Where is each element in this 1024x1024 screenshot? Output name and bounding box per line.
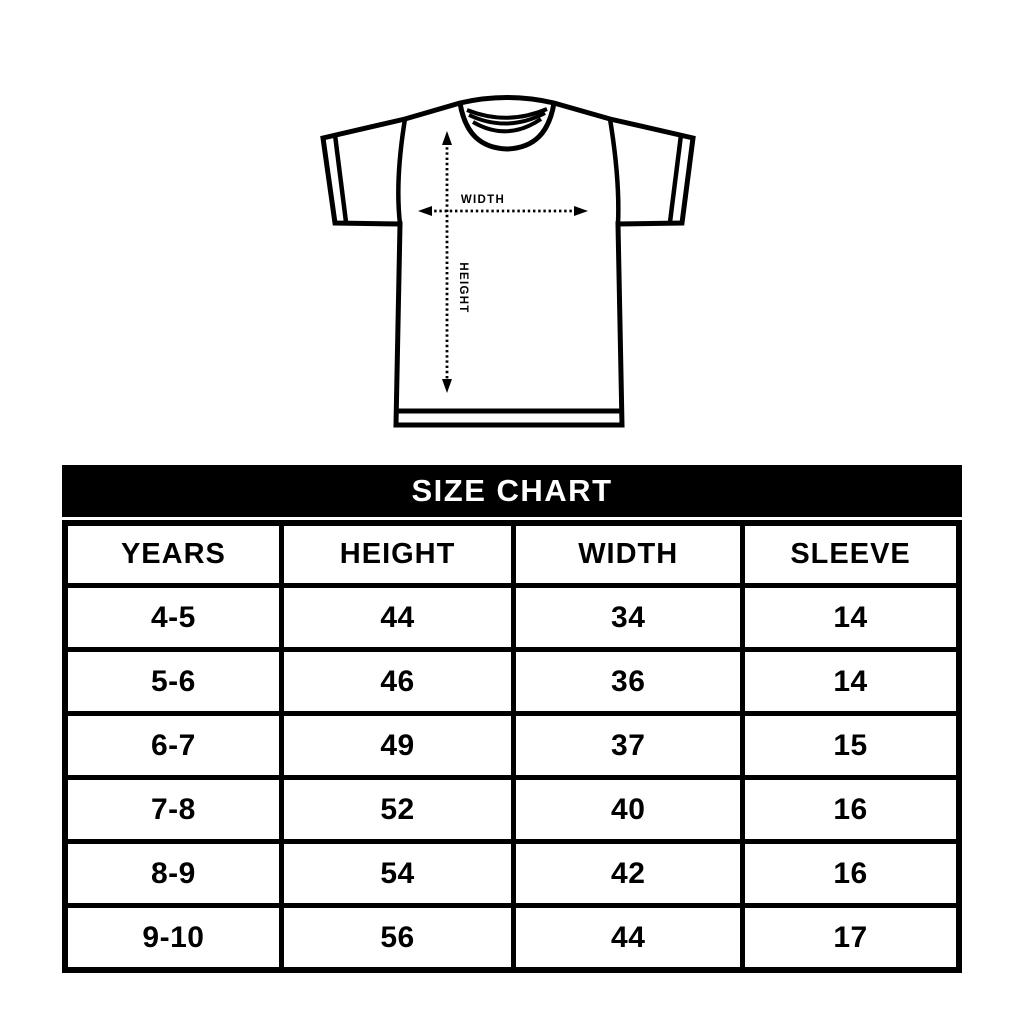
table-row xyxy=(65,586,959,650)
cell-years: 9-10 xyxy=(65,906,281,971)
table-row xyxy=(65,714,959,778)
cell-width: 36 xyxy=(514,650,743,714)
cell-height: 46 xyxy=(281,650,513,714)
table-row xyxy=(65,842,959,906)
cell-width: 44 xyxy=(514,906,743,971)
size-chart-table xyxy=(62,520,962,973)
cell-width: 42 xyxy=(514,842,743,906)
cell-height: 52 xyxy=(281,778,513,842)
cell-sleeve: 15 xyxy=(743,714,959,778)
table-row xyxy=(65,778,959,842)
column-header-width: WIDTH xyxy=(514,523,743,586)
column-header-years: YEARS xyxy=(65,523,281,586)
tshirt-svg xyxy=(310,85,700,435)
table-row xyxy=(65,906,959,971)
table-row xyxy=(65,650,959,714)
cell-sleeve: 17 xyxy=(743,906,959,971)
cell-years: 6-7 xyxy=(65,714,281,778)
cell-years: 7-8 xyxy=(65,778,281,842)
cell-years: 8-9 xyxy=(65,842,281,906)
cell-sleeve: 16 xyxy=(743,778,959,842)
cell-sleeve: 16 xyxy=(743,842,959,906)
size-chart-section xyxy=(62,465,962,973)
cell-height: 56 xyxy=(281,906,513,971)
cell-sleeve: 14 xyxy=(743,650,959,714)
cell-height: 49 xyxy=(281,714,513,778)
width-arrow-label: WIDTH xyxy=(460,194,506,206)
cell-years: 4-5 xyxy=(65,586,281,650)
cell-width: 40 xyxy=(514,778,743,842)
cell-height: 54 xyxy=(281,842,513,906)
size-chart-body xyxy=(65,586,959,971)
cell-height: 44 xyxy=(281,586,513,650)
header-row xyxy=(65,523,959,586)
height-arrow-label: HEIGHT xyxy=(457,262,469,314)
size-chart-title: SIZE CHART xyxy=(411,473,613,508)
cell-width: 37 xyxy=(514,714,743,778)
column-header-height: HEIGHT xyxy=(281,523,513,586)
tshirt-diagram xyxy=(310,85,700,435)
cell-years: 5-6 xyxy=(65,650,281,714)
column-header-sleeve: SLEEVE xyxy=(743,523,959,586)
cell-sleeve: 14 xyxy=(743,586,959,650)
size-chart-title-bar xyxy=(62,465,962,517)
cell-width: 34 xyxy=(514,586,743,650)
